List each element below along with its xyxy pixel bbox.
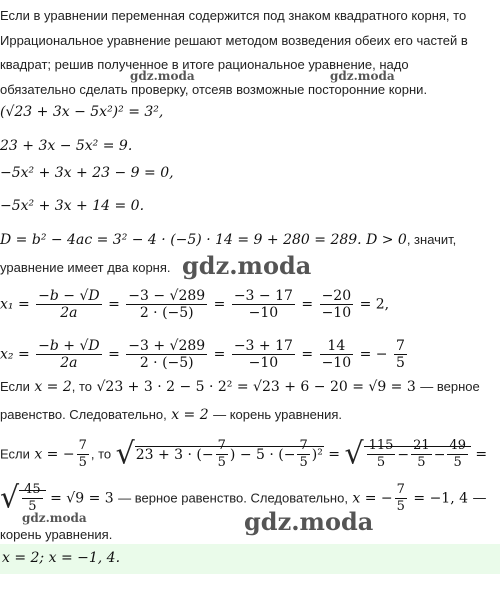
denominator: −10 bbox=[248, 305, 279, 321]
watermark: gdz.moda bbox=[182, 251, 312, 280]
check-expression: √23 + 3 · 2 − 5 · 2² = √23 + 6 − 20 = √9 = 3 bbox=[96, 379, 416, 395]
numerator: −b − √D bbox=[38, 288, 100, 304]
fraction bbox=[411, 438, 432, 471]
numerator: 7 bbox=[299, 438, 308, 454]
check-x-value: x = − bbox=[352, 490, 393, 507]
intro-line-1: Если в уравнении переменная содержится под знаком квадратного корня, то bbox=[0, 8, 467, 23]
fraction bbox=[36, 288, 101, 321]
check-prefix: Если bbox=[0, 379, 30, 394]
conclusion-x: x = 2 bbox=[171, 407, 209, 423]
numerator: −3 − √289 bbox=[128, 288, 206, 304]
numerator: −3 + 17 bbox=[233, 338, 293, 354]
watermark: gdz.moda bbox=[22, 511, 87, 525]
numerator: −3 − 17 bbox=[233, 288, 293, 304]
numerator: 7 bbox=[395, 338, 405, 354]
numerator: −3 + √289 bbox=[128, 338, 206, 354]
fraction bbox=[36, 338, 101, 371]
equation-step-2: 23 + 3x − 5x² = 9. bbox=[0, 138, 133, 154]
fraction bbox=[297, 438, 309, 471]
sqrt-icon: √ bbox=[115, 436, 135, 472]
equals: = bbox=[213, 346, 226, 363]
denominator: 5 bbox=[396, 499, 405, 514]
fraction bbox=[216, 438, 228, 471]
check-x1-line bbox=[0, 378, 480, 396]
denominator: 5 bbox=[217, 455, 226, 471]
check-text: — верное равенство. Следовательно, bbox=[118, 490, 348, 506]
numerator: 7 bbox=[396, 482, 405, 497]
minus: − bbox=[397, 446, 410, 463]
sqrt-icon: √ bbox=[0, 480, 20, 516]
watermark: gdz.moda bbox=[244, 507, 374, 536]
equals: = bbox=[475, 446, 488, 463]
sqrt-result: = √9 = 3 bbox=[50, 490, 114, 507]
equals: = bbox=[328, 446, 340, 463]
equals: = bbox=[301, 346, 314, 363]
equals: = bbox=[213, 296, 226, 313]
check-x2-line bbox=[0, 438, 487, 471]
fraction bbox=[447, 438, 468, 471]
radicand bbox=[135, 438, 324, 471]
equals: = bbox=[301, 296, 314, 313]
radicand-part: )² bbox=[311, 446, 323, 463]
denominator: 5 bbox=[299, 455, 308, 471]
intro-line-3: квадрат; решив полученное в итоге рациональное уравнение, надо bbox=[0, 57, 409, 72]
denominator: 5 bbox=[395, 355, 405, 371]
equation-step-3: −5x² + 3x + 23 − 9 = 0, bbox=[0, 165, 174, 181]
radicand-part: 23 + 3 · (− bbox=[135, 446, 214, 463]
denominator: 5 bbox=[453, 455, 462, 471]
denominator: −10 bbox=[248, 355, 279, 371]
check-x2-conclusion: корень уравнения. bbox=[0, 527, 113, 542]
root-x1-line bbox=[0, 288, 389, 321]
equation-step-4: −5x² + 3x + 14 = 0. bbox=[0, 198, 145, 214]
discriminant-formula: D = b² − 4ac = 3² − 4 · (−5) · 14 = 9 + 280 = 289. D > 0 bbox=[0, 232, 407, 248]
x1-result: = 2, bbox=[359, 296, 390, 313]
answer-box bbox=[0, 544, 500, 574]
numerator: 7 bbox=[78, 438, 87, 453]
watermark: gdz.moda bbox=[330, 69, 395, 83]
check-tail: — верное bbox=[420, 379, 480, 394]
numerator: 7 bbox=[217, 438, 226, 454]
numerator: 21 bbox=[413, 438, 430, 454]
sqrt-icon: √ bbox=[344, 436, 364, 472]
fraction bbox=[126, 288, 207, 321]
fraction bbox=[394, 338, 407, 371]
numerator: 49 bbox=[449, 438, 466, 454]
fraction bbox=[232, 338, 295, 371]
x1-label: x₁ = bbox=[0, 296, 30, 313]
conclusion-tail: — корень уравнения. bbox=[213, 407, 342, 422]
fraction bbox=[320, 288, 354, 321]
denominator: 5 bbox=[376, 455, 386, 471]
numerator: 14 bbox=[320, 338, 354, 355]
conclusion-text: равенство. Следовательно, bbox=[0, 407, 167, 422]
fraction bbox=[367, 438, 396, 471]
denominator: 5 bbox=[417, 455, 426, 471]
decimal-value: = −1, 4 — bbox=[413, 490, 487, 507]
denominator: −10 bbox=[321, 305, 352, 321]
fraction bbox=[126, 338, 207, 371]
radicand bbox=[364, 438, 471, 471]
x2-result-prefix: = − bbox=[359, 346, 388, 363]
fraction bbox=[77, 438, 89, 471]
minus: − bbox=[433, 446, 446, 463]
equals: = bbox=[108, 346, 120, 363]
check-prefix: Если bbox=[0, 446, 30, 462]
intro-line-4: обязательно сделать проверку, отсеяв возможные посторонние корни. bbox=[0, 82, 428, 97]
check-x1-conclusion bbox=[0, 406, 342, 424]
denominator: 2 · (−5) bbox=[139, 355, 194, 371]
numerator: 45 bbox=[24, 482, 41, 498]
denominator: 2 · (−5) bbox=[139, 305, 194, 321]
equals: = bbox=[108, 296, 120, 313]
check-mid: , то bbox=[90, 446, 112, 462]
numerator: 115 bbox=[368, 438, 394, 454]
fraction bbox=[232, 288, 295, 321]
root-x2-line bbox=[0, 338, 409, 371]
check-x-value: x = 2 bbox=[34, 379, 72, 395]
intro-line-2: Иррациональное уравнение решают методом возведения обеих его частей в bbox=[0, 33, 468, 48]
numerator: −b + √D bbox=[38, 338, 100, 354]
radicand-part: ) − 5 · (− bbox=[229, 446, 296, 463]
check-x-value: x = − bbox=[34, 446, 75, 463]
radicand bbox=[19, 482, 46, 515]
denominator: 5 bbox=[78, 455, 87, 470]
numerator: −20 bbox=[321, 288, 352, 304]
equation-squared: (√23 + 3x − 5x²)² = 3², bbox=[0, 104, 164, 120]
two-roots-text: уравнение имеет два корня. bbox=[0, 260, 171, 275]
discriminant-tail: , значит, bbox=[406, 232, 457, 247]
watermark: gdz.moda bbox=[130, 69, 195, 83]
x2-label: x₂ = bbox=[0, 346, 30, 363]
check-mid: , то bbox=[71, 379, 93, 394]
fraction bbox=[320, 338, 354, 371]
discriminant-line bbox=[0, 231, 456, 249]
denominator: 2a bbox=[60, 305, 78, 321]
answer-text: x = 2; x = −1, 4. bbox=[2, 550, 121, 566]
denominator: 2a bbox=[60, 355, 78, 371]
fraction bbox=[395, 482, 407, 515]
denominator: 5 bbox=[28, 499, 37, 515]
denominator: −10 bbox=[321, 355, 352, 371]
